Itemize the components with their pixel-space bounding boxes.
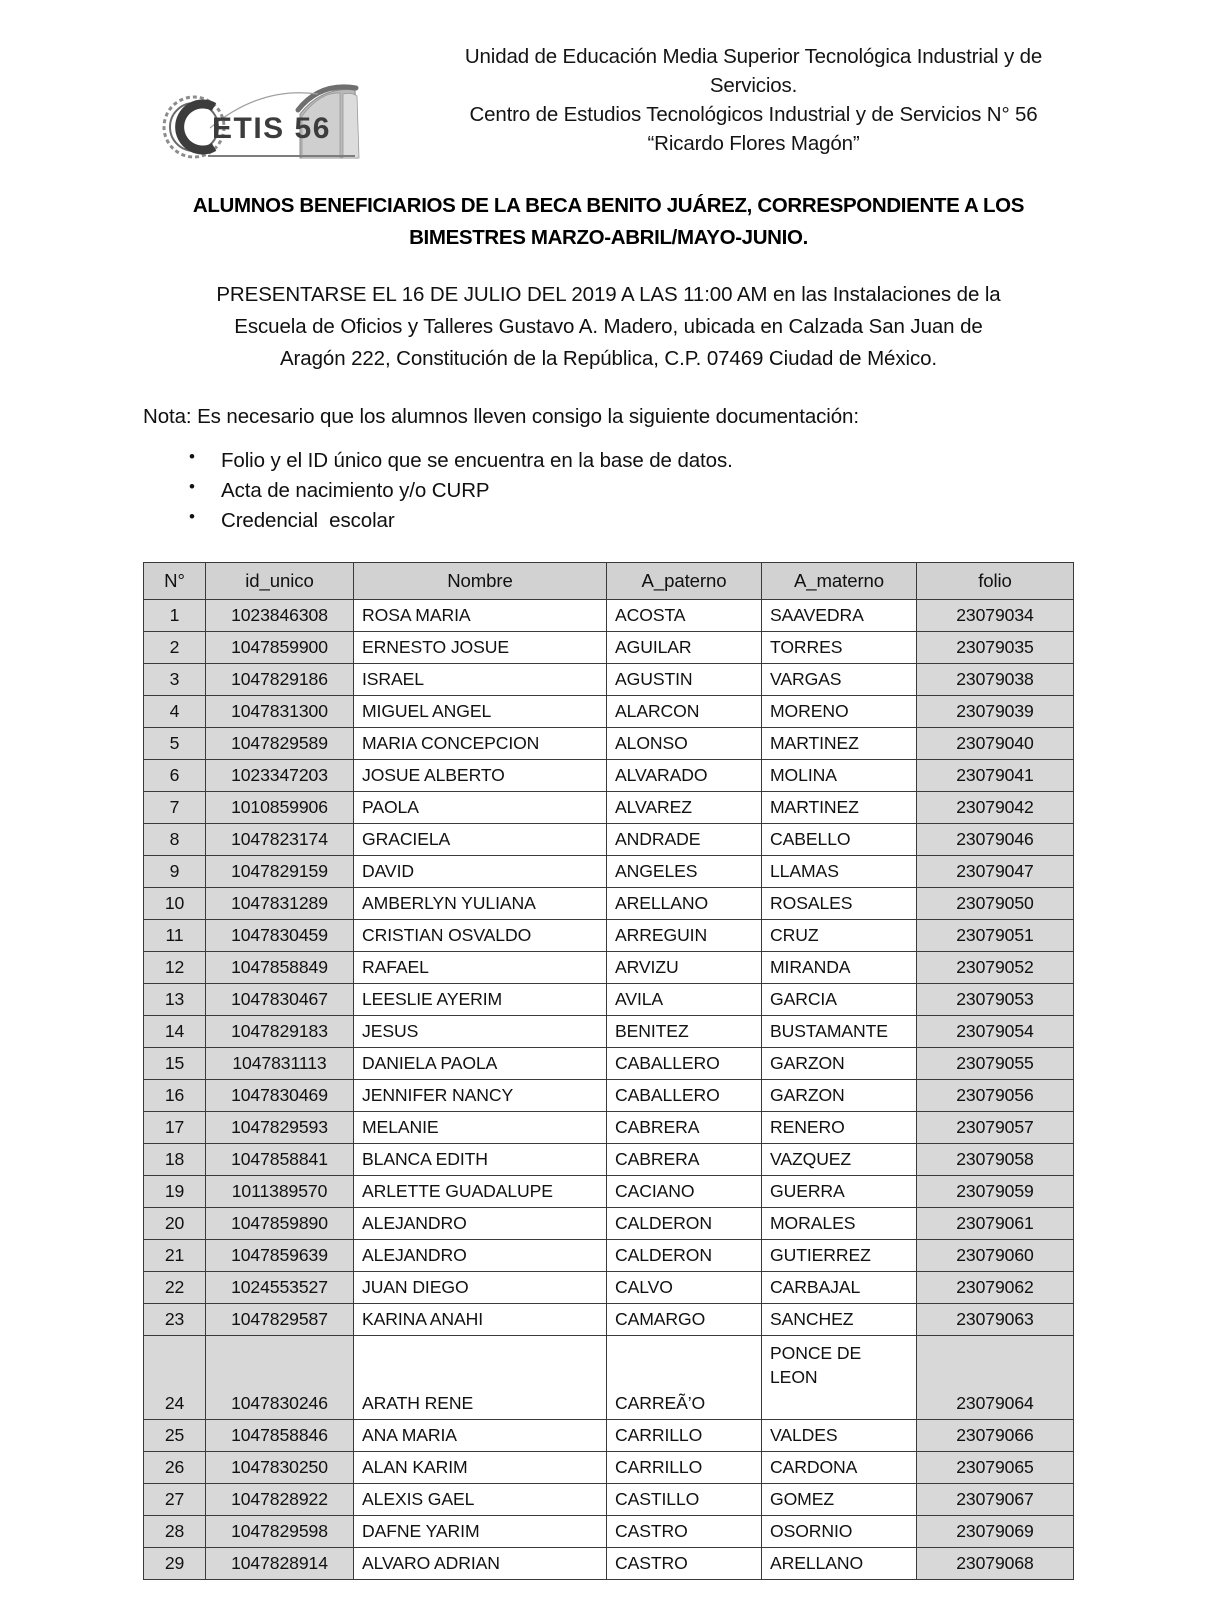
cell-nombre: MARIA CONCEPCION xyxy=(354,728,607,760)
cell-num: 29 xyxy=(144,1548,206,1580)
cell-id: 1047829183 xyxy=(206,1016,354,1048)
cell-paterno: ARVIZU xyxy=(607,952,762,984)
cell-num: 15 xyxy=(144,1048,206,1080)
table-row xyxy=(144,856,1074,888)
column-header-folio: folio xyxy=(917,563,1074,600)
cell-paterno: BENITEZ xyxy=(607,1016,762,1048)
cell-nombre: GRACIELA xyxy=(354,824,607,856)
cell-num: 10 xyxy=(144,888,206,920)
cell-materno: TORRES xyxy=(762,632,917,664)
cell-paterno: ANDRADE xyxy=(607,824,762,856)
cell-id: 1047859890 xyxy=(206,1208,354,1240)
table-row xyxy=(144,792,1074,824)
cell-id: 1047859639 xyxy=(206,1240,354,1272)
table-row xyxy=(144,1016,1074,1048)
cell-id: 1047829589 xyxy=(206,728,354,760)
cell-folio: 23079055 xyxy=(917,1048,1074,1080)
svg-text:ETIS 56: ETIS 56 xyxy=(212,112,331,145)
cell-materno: GARCIA xyxy=(762,984,917,1016)
cell-folio: 23079061 xyxy=(917,1208,1074,1240)
cell-nombre: ARATH RENE xyxy=(354,1336,607,1420)
cell-nombre: CRISTIAN OSVALDO xyxy=(354,920,607,952)
cell-folio: 23079034 xyxy=(917,600,1074,632)
intro-paragraph xyxy=(194,279,1024,376)
cell-folio: 23079039 xyxy=(917,696,1074,728)
cell-num: 23 xyxy=(144,1304,206,1336)
cell-paterno: ACOSTA xyxy=(607,600,762,632)
cell-id: 1047828922 xyxy=(206,1484,354,1516)
institution-line-2: Servicios. xyxy=(709,74,798,98)
cell-nombre: ALAN KARIM xyxy=(354,1452,607,1484)
cell-num: 7 xyxy=(144,792,206,824)
cetis-56-logo-icon xyxy=(150,80,390,166)
cell-materno: MORENO xyxy=(762,696,917,728)
cell-folio: 23079062 xyxy=(917,1272,1074,1304)
cell-folio: 23079035 xyxy=(917,632,1074,664)
column-header-id: id_unico xyxy=(206,563,354,600)
cell-num: 8 xyxy=(144,824,206,856)
cell-materno: MARTINEZ xyxy=(762,792,917,824)
cell-folio: 23079047 xyxy=(917,856,1074,888)
cell-folio: 23079041 xyxy=(917,760,1074,792)
table-row xyxy=(144,920,1074,952)
cell-folio: 23079052 xyxy=(917,952,1074,984)
required-documents-list xyxy=(0,446,1217,536)
cell-folio: 23079067 xyxy=(917,1484,1074,1516)
cell-num: 22 xyxy=(144,1272,206,1304)
table-row xyxy=(144,1304,1074,1336)
cell-materno: MARTINEZ xyxy=(762,728,917,760)
cell-nombre: ALVARO ADRIAN xyxy=(354,1548,607,1580)
cell-paterno: CASTILLO xyxy=(607,1484,762,1516)
cell-paterno: CABALLERO xyxy=(607,1080,762,1112)
cell-materno: RENERO xyxy=(762,1112,917,1144)
cell-nombre: MIGUEL ANGEL xyxy=(354,696,607,728)
cell-id: 1047830469 xyxy=(206,1080,354,1112)
table-row xyxy=(144,888,1074,920)
table-row xyxy=(144,632,1074,664)
cell-materno: GARZON xyxy=(762,1080,917,1112)
table-row xyxy=(144,696,1074,728)
cell-paterno: ANGELES xyxy=(607,856,762,888)
cell-materno: BUSTAMANTE xyxy=(762,1016,917,1048)
intro-line-2: Escuela de Oficios y Talleres Gustavo A. Madero, ubicada en Calzada San Juan de xyxy=(234,314,983,338)
cell-id: 1010859906 xyxy=(206,792,354,824)
cell-num: 24 xyxy=(144,1336,206,1420)
cell-num: 12 xyxy=(144,952,206,984)
cell-id: 1047829159 xyxy=(206,856,354,888)
cell-paterno: CALVO xyxy=(607,1272,762,1304)
cell-id: 1023347203 xyxy=(206,760,354,792)
cell-materno: MOLINA xyxy=(762,760,917,792)
cell-id: 1047829186 xyxy=(206,664,354,696)
cell-nombre: ISRAEL xyxy=(354,664,607,696)
cell-paterno: CABRERA xyxy=(607,1144,762,1176)
cell-id: 1011389570 xyxy=(206,1176,354,1208)
cell-nombre: ROSA MARIA xyxy=(354,600,607,632)
cell-nombre: BLANCA EDITH xyxy=(354,1144,607,1176)
cell-paterno: ALARCON xyxy=(607,696,762,728)
cell-id: 1047831113 xyxy=(206,1048,354,1080)
cell-folio: 23079042 xyxy=(917,792,1074,824)
cell-paterno: ARELLANO xyxy=(607,888,762,920)
cell-num: 17 xyxy=(144,1112,206,1144)
cell-materno: VAZQUEZ xyxy=(762,1144,917,1176)
document-title xyxy=(179,190,1039,255)
cell-num: 21 xyxy=(144,1240,206,1272)
cell-paterno: CABRERA xyxy=(607,1112,762,1144)
list-item: • Credencial escolar xyxy=(185,506,1217,536)
cell-folio: 23079057 xyxy=(917,1112,1074,1144)
cell-id: 1047828914 xyxy=(206,1548,354,1580)
cell-folio: 23079064 xyxy=(917,1336,1074,1420)
list-item: • Acta de nacimiento y/o CURP xyxy=(185,476,1217,506)
table-row xyxy=(144,1208,1074,1240)
table-row xyxy=(144,952,1074,984)
cell-paterno: ALVAREZ xyxy=(607,792,762,824)
table-row xyxy=(144,984,1074,1016)
cell-num: 20 xyxy=(144,1208,206,1240)
table-row xyxy=(144,600,1074,632)
column-header-num: N° xyxy=(144,563,206,600)
table-row xyxy=(144,1420,1074,1452)
cell-num: 4 xyxy=(144,696,206,728)
table-row xyxy=(144,1336,1074,1420)
cell-nombre: LEESLIE AYERIM xyxy=(354,984,607,1016)
cell-id: 1047829598 xyxy=(206,1516,354,1548)
cell-id: 1047858841 xyxy=(206,1144,354,1176)
column-header-nombre: Nombre xyxy=(354,563,607,600)
cell-num: 6 xyxy=(144,760,206,792)
cell-id: 1047859900 xyxy=(206,632,354,664)
cell-nombre: ALEJANDRO xyxy=(354,1208,607,1240)
column-header-materno: A_materno xyxy=(762,563,917,600)
cell-folio: 23079060 xyxy=(917,1240,1074,1272)
cell-materno: ARELLANO xyxy=(762,1548,917,1580)
institution-header-text xyxy=(400,36,1107,158)
list-item: • Folio y el ID único que se encuentra en la base de datos. xyxy=(185,446,1217,476)
institution-line-4: “Ricardo Flores Magón” xyxy=(647,132,860,156)
cell-folio: 23079054 xyxy=(917,1016,1074,1048)
cell-nombre: ERNESTO JOSUE xyxy=(354,632,607,664)
table-row xyxy=(144,1516,1074,1548)
cell-nombre: ALEXIS GAEL xyxy=(354,1484,607,1516)
cell-nombre: MELANIE xyxy=(354,1112,607,1144)
intro-line-1: PRESENTARSE EL 16 DE JULIO DEL 2019 A LAS 11:00 AM en las Instalaciones de la xyxy=(216,282,1001,306)
cell-paterno: CAMARGO xyxy=(607,1304,762,1336)
cell-folio: 23079066 xyxy=(917,1420,1074,1452)
cell-nombre: DAVID xyxy=(354,856,607,888)
cell-paterno: CASTRO xyxy=(607,1548,762,1580)
cell-materno: GARZON xyxy=(762,1048,917,1080)
table-row xyxy=(144,760,1074,792)
cell-nombre: JENNIFER NANCY xyxy=(354,1080,607,1112)
cell-id: 1047829593 xyxy=(206,1112,354,1144)
institution-line-1: Unidad de Educación Media Superior Tecnológica Industrial y de xyxy=(464,45,1043,68)
cell-id: 1047823174 xyxy=(206,824,354,856)
cell-materno: CARDONA xyxy=(762,1452,917,1484)
cell-num: 3 xyxy=(144,664,206,696)
cell-paterno: ALVARADO xyxy=(607,760,762,792)
institution-line-3: Centro de Estudios Tecnológicos Industrial y de Servicios N° 56 xyxy=(469,103,1038,127)
cell-materno: CRUZ xyxy=(762,920,917,952)
cell-paterno: AVILA xyxy=(607,984,762,1016)
roster-table-container xyxy=(0,562,1217,1580)
cell-paterno: CABALLERO xyxy=(607,1048,762,1080)
cell-num: 16 xyxy=(144,1080,206,1112)
cell-num: 26 xyxy=(144,1452,206,1484)
cell-nombre: JESUS xyxy=(354,1016,607,1048)
cell-paterno: CACIANO xyxy=(607,1176,762,1208)
table-row xyxy=(144,728,1074,760)
cell-num: 28 xyxy=(144,1516,206,1548)
cell-id: 1024553527 xyxy=(206,1272,354,1304)
cell-nombre: RAFAEL xyxy=(354,952,607,984)
cell-num: 9 xyxy=(144,856,206,888)
cell-folio: 23079059 xyxy=(917,1176,1074,1208)
cell-paterno: AGUILAR xyxy=(607,632,762,664)
cell-num: 27 xyxy=(144,1484,206,1516)
cell-paterno: ARREGUIN xyxy=(607,920,762,952)
cell-nombre: ARLETTE GUADALUPE xyxy=(354,1176,607,1208)
intro-line-3: Aragón 222, Constitución de la República, C.P. 07469 Ciudad de México. xyxy=(279,347,938,371)
cell-materno: CABELLO xyxy=(762,824,917,856)
table-row xyxy=(144,1112,1074,1144)
cell-materno: GUERRA xyxy=(762,1176,917,1208)
cell-num: 25 xyxy=(144,1420,206,1452)
document-header xyxy=(0,0,1217,166)
cell-materno: PONCE DE LEON xyxy=(762,1336,917,1420)
cell-materno: SAAVEDRA xyxy=(762,600,917,632)
cell-materno: LLAMAS xyxy=(762,856,917,888)
cell-num: 11 xyxy=(144,920,206,952)
note-text: Nota: Es necesario que los alumnos lleven consigo la siguiente documentación: xyxy=(143,405,859,429)
cell-paterno: CARRILLO xyxy=(607,1452,762,1484)
cell-id: 1047830467 xyxy=(206,984,354,1016)
cell-id: 1047830246 xyxy=(206,1336,354,1420)
cell-nombre: DANIELA PAOLA xyxy=(354,1048,607,1080)
table-row xyxy=(144,1080,1074,1112)
cell-materno: VARGAS xyxy=(762,664,917,696)
cell-folio: 23079046 xyxy=(917,824,1074,856)
table-header-row xyxy=(144,563,1074,600)
cell-paterno: CARRILLO xyxy=(607,1420,762,1452)
cell-nombre: ALEJANDRO xyxy=(354,1240,607,1272)
cell-paterno: ALONSO xyxy=(607,728,762,760)
table-row xyxy=(144,1048,1074,1080)
cell-paterno: CARREÃ’O xyxy=(607,1336,762,1420)
cell-id: 1047829587 xyxy=(206,1304,354,1336)
cell-num: 2 xyxy=(144,632,206,664)
cell-materno: CARBAJAL xyxy=(762,1272,917,1304)
table-row xyxy=(144,1240,1074,1272)
table-row xyxy=(144,1452,1074,1484)
cell-nombre: JUAN DIEGO xyxy=(354,1272,607,1304)
table-row xyxy=(144,824,1074,856)
cell-id: 1047830459 xyxy=(206,920,354,952)
cell-folio: 23079069 xyxy=(917,1516,1074,1548)
cell-materno: SANCHEZ xyxy=(762,1304,917,1336)
cell-num: 19 xyxy=(144,1176,206,1208)
cell-paterno: CALDERON xyxy=(607,1240,762,1272)
cell-id: 1047858849 xyxy=(206,952,354,984)
cell-folio: 23079068 xyxy=(917,1548,1074,1580)
cell-num: 5 xyxy=(144,728,206,760)
cell-nombre: DAFNE YARIM xyxy=(354,1516,607,1548)
cell-id: 1047831289 xyxy=(206,888,354,920)
table-row xyxy=(144,1548,1074,1580)
cell-folio: 23079058 xyxy=(917,1144,1074,1176)
table-row xyxy=(144,664,1074,696)
cell-materno: ROSALES xyxy=(762,888,917,920)
column-header-paterno: A_paterno xyxy=(607,563,762,600)
cell-materno: OSORNIO xyxy=(762,1516,917,1548)
cell-folio: 23079051 xyxy=(917,920,1074,952)
cetis-logo xyxy=(150,36,400,166)
cell-materno: GOMEZ xyxy=(762,1484,917,1516)
cell-id: 1047830250 xyxy=(206,1452,354,1484)
cell-id: 1023846308 xyxy=(206,600,354,632)
table-row xyxy=(144,1144,1074,1176)
cell-nombre: AMBERLYN YULIANA xyxy=(354,888,607,920)
table-row xyxy=(144,1272,1074,1304)
cell-folio: 23079038 xyxy=(917,664,1074,696)
cell-nombre: ANA MARIA xyxy=(354,1420,607,1452)
table-header xyxy=(144,563,1074,600)
cell-materno: VALDES xyxy=(762,1420,917,1452)
cell-folio: 23079065 xyxy=(917,1452,1074,1484)
cell-nombre: KARINA ANAHI xyxy=(354,1304,607,1336)
beneficiaries-table xyxy=(143,562,1074,1580)
table-row xyxy=(144,1484,1074,1516)
cell-folio: 23079063 xyxy=(917,1304,1074,1336)
table-row xyxy=(144,1176,1074,1208)
document-title-line-1: ALUMNOS BENEFICIARIOS DE LA BECA BENITO JUÁREZ, CORRESPONDIENTE A LOS xyxy=(192,194,1025,217)
cell-materno: MORALES xyxy=(762,1208,917,1240)
cell-materno: GUTIERREZ xyxy=(762,1240,917,1272)
cell-id: 1047831300 xyxy=(206,696,354,728)
cell-num: 13 xyxy=(144,984,206,1016)
cell-folio: 23079040 xyxy=(917,728,1074,760)
cell-paterno: AGUSTIN xyxy=(607,664,762,696)
cell-nombre: PAOLA xyxy=(354,792,607,824)
cell-paterno: CASTRO xyxy=(607,1516,762,1548)
cell-num: 18 xyxy=(144,1144,206,1176)
cell-folio: 23079050 xyxy=(917,888,1074,920)
cell-materno: MIRANDA xyxy=(762,952,917,984)
cell-num: 1 xyxy=(144,600,206,632)
table-body xyxy=(144,600,1074,1580)
cell-folio: 23079053 xyxy=(917,984,1074,1016)
cell-nombre: JOSUE ALBERTO xyxy=(354,760,607,792)
document-title-line-2: BIMESTRES MARZO-ABRIL/MAYO-JUNIO. xyxy=(409,226,808,250)
cell-paterno: CALDERON xyxy=(607,1208,762,1240)
cell-id: 1047858846 xyxy=(206,1420,354,1452)
cell-num: 14 xyxy=(144,1016,206,1048)
cell-folio: 23079056 xyxy=(917,1080,1074,1112)
